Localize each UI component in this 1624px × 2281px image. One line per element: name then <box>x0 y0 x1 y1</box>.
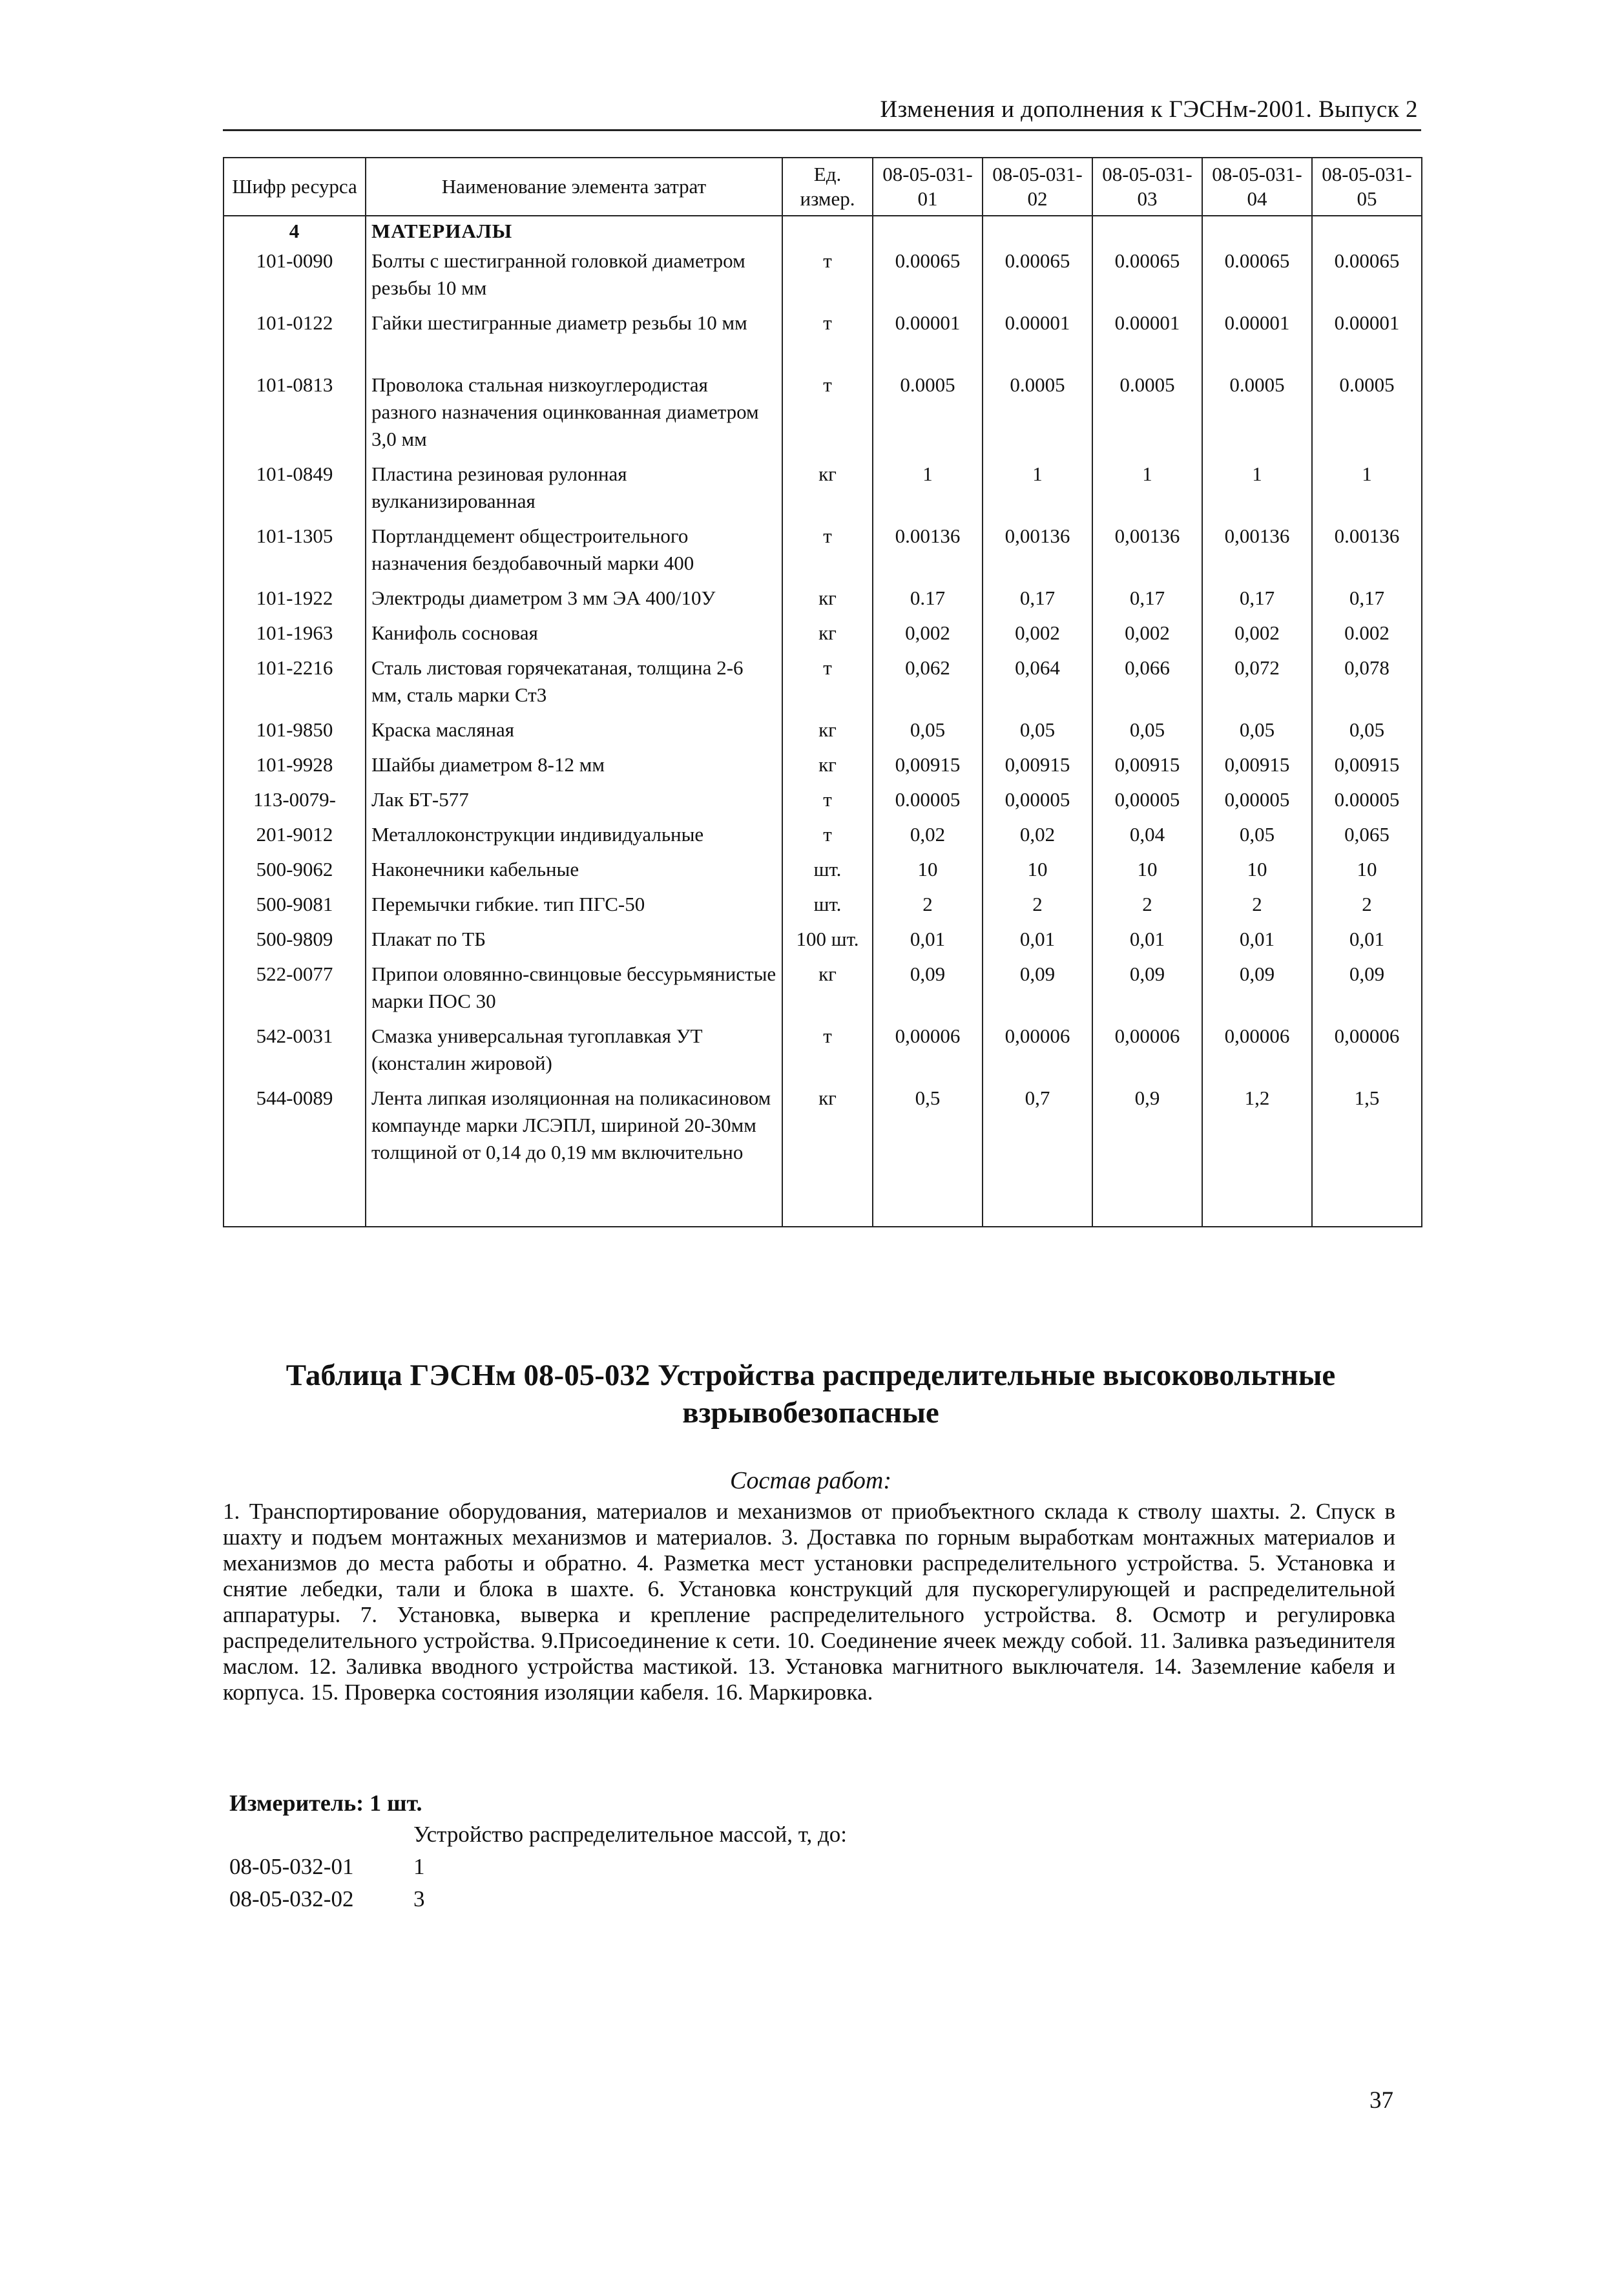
row-value: 0,00006 <box>873 1021 983 1083</box>
row-value: 0,09 <box>873 959 983 1021</box>
row-value: 0,065 <box>1312 820 1422 855</box>
row-code: 500-9062 <box>224 855 366 890</box>
position-value: 1 <box>413 1854 425 1879</box>
row-name: Припои оловянно-свинцовые бессурьмянистые марки ПОС 30 <box>366 959 782 1021</box>
row-value: 0,09 <box>983 959 1092 1021</box>
row-unit: т <box>782 246 873 308</box>
row-value: 1 <box>983 459 1092 521</box>
row-value: 0,00915 <box>873 750 983 785</box>
row-value: 0,002 <box>1092 618 1202 653</box>
row-value: 0,05 <box>1092 715 1202 750</box>
row-unit: кг <box>782 715 873 750</box>
page-number: 37 <box>1369 2087 1393 2114</box>
row-value: 0,062 <box>873 653 983 715</box>
row-value: 0,02 <box>873 820 983 855</box>
row-value: 1,5 <box>1312 1083 1422 1227</box>
table-row <box>224 583 1422 618</box>
row-name: Шайбы диаметром 8-12 мм <box>366 750 782 785</box>
row-name: Сталь листовая горячекатаная, толщина 2-6 мм, сталь марки Ст3 <box>366 653 782 715</box>
table-row <box>224 1021 1422 1083</box>
row-value: 0.002 <box>1312 618 1422 653</box>
col-header-031-01: 08-05-031-01 <box>873 158 983 216</box>
row-value: 0.00136 <box>873 521 983 583</box>
row-value: 2 <box>1312 890 1422 924</box>
header-divider <box>223 129 1421 131</box>
work-composition-text: 1. Транспортирование оборудования, материалов и механизмов от приобъектного склада к стволу шахты. 2. Спуск в шахту и подъем монтажных механизмов и материалов. 3. Доставка по горным выработкам монтажных материалов и механизмов до места работы и обратно. 4. Разметка мест установки распределительного устройства. 5. Установка и снятие лебедки, тали и блока в шахте. 6. Установка конструкций для пускорегулирующей и распределительной аппаратуры. 7. Установка, выверка и крепление распределительного устройства. 8. Осмотр и регулировка распределительного устройства. 9.Присоединение к сети. 10. Соединение ячеек между собой. 11. Заливка разъединителя маслом. 12. Заливка вводного устройства мастикой. 13. Установка магнитного выключателя. 14. Заземление кабеля и корпуса. 15. Проверка состояния изоляции кабеля. 16. Маркировка. <box>223 1499 1395 1705</box>
position-code: 08-05-032-01 <box>229 1854 354 1879</box>
row-value: 2 <box>983 890 1092 924</box>
row-value: 0,5 <box>873 1083 983 1227</box>
table-row <box>224 959 1422 1021</box>
row-value: 0.0005 <box>1202 370 1312 459</box>
row-value: 0,00915 <box>983 750 1092 785</box>
row-value: 0.00065 <box>873 246 983 308</box>
row-value: 0,002 <box>1202 618 1312 653</box>
header-title: Изменения и дополнения к ГЭСНм-2001. Выпуск 2 <box>880 96 1418 123</box>
row-unit: кг <box>782 1083 873 1227</box>
row-value: 0,064 <box>983 653 1092 715</box>
row-unit: кг <box>782 459 873 521</box>
row-unit: шт. <box>782 855 873 890</box>
table-row <box>224 924 1422 959</box>
row-code: 542-0031 <box>224 1021 366 1083</box>
row-value: 0,00006 <box>1092 1021 1202 1083</box>
row-value: 0.0005 <box>1092 370 1202 459</box>
row-code: 101-1305 <box>224 521 366 583</box>
row-value: 0,05 <box>1202 715 1312 750</box>
row-value: 0,17 <box>983 583 1092 618</box>
row-unit: т <box>782 521 873 583</box>
row-value: 0,17 <box>1312 583 1422 618</box>
row-value: 0,05 <box>1312 715 1422 750</box>
row-value: 0,05 <box>873 715 983 750</box>
row-code: 500-9809 <box>224 924 366 959</box>
row-value: 0,00915 <box>1312 750 1422 785</box>
row-unit: шт. <box>782 890 873 924</box>
row-value: 0,00005 <box>983 785 1092 820</box>
row-code: 101-9850 <box>224 715 366 750</box>
col-header-031-04: 08-05-031-04 <box>1202 158 1312 216</box>
col-header-name: Наименование элемента затрат <box>366 158 782 216</box>
position-value: 3 <box>413 1886 425 1911</box>
position-row <box>229 1886 425 1912</box>
row-value: 0,066 <box>1092 653 1202 715</box>
resource-table <box>223 157 1422 1227</box>
row-name: Портландцемент общестроительного назначения бездобавочный марки 400 <box>366 521 782 583</box>
row-value: 10 <box>1312 855 1422 890</box>
row-value: 0.00001 <box>983 308 1092 370</box>
row-value: 0.00005 <box>873 785 983 820</box>
row-value: 0,01 <box>1312 924 1422 959</box>
row-value: 0,078 <box>1312 653 1422 715</box>
table-row <box>224 820 1422 855</box>
row-value: 2 <box>1202 890 1312 924</box>
row-value: 0,09 <box>1202 959 1312 1021</box>
row-code: 522-0077 <box>224 959 366 1021</box>
row-value: 0,05 <box>1202 820 1312 855</box>
row-name: Пластина резиновая рулонная вулканизированная <box>366 459 782 521</box>
section-name: МАТЕРИАЛЫ <box>366 216 782 246</box>
table-row <box>224 459 1422 521</box>
row-value: 0,002 <box>983 618 1092 653</box>
row-code: 544-0089 <box>224 1083 366 1227</box>
table-row <box>224 370 1422 459</box>
row-value: 0,00006 <box>983 1021 1092 1083</box>
table-row <box>224 521 1422 583</box>
row-code: 113-0079- <box>224 785 366 820</box>
row-value: 0.00065 <box>1202 246 1312 308</box>
row-value: 1 <box>873 459 983 521</box>
row-name: Смазка универсальная тугоплавкая УТ (консталин жировой) <box>366 1021 782 1083</box>
table-row <box>224 715 1422 750</box>
row-unit: 100 шт. <box>782 924 873 959</box>
row-value: 10 <box>983 855 1092 890</box>
row-value: 0.17 <box>873 583 983 618</box>
row-value: 0,01 <box>1202 924 1312 959</box>
position-row <box>229 1854 425 1880</box>
row-value: 0,09 <box>1092 959 1202 1021</box>
row-value: 0,00005 <box>1202 785 1312 820</box>
table-row <box>224 750 1422 785</box>
positions-description: Устройство распределительное массой, т, до: <box>413 1822 847 1847</box>
row-value: 0,00005 <box>1092 785 1202 820</box>
row-value: 0.00065 <box>1312 246 1422 308</box>
row-code: 101-0122 <box>224 308 366 370</box>
row-value: 0.00001 <box>873 308 983 370</box>
row-name: Краска масляная <box>366 715 782 750</box>
section-row <box>224 216 1422 246</box>
row-name: Плакат по ТБ <box>366 924 782 959</box>
row-unit: кг <box>782 618 873 653</box>
section-code: 4 <box>224 216 366 246</box>
row-name: Металлоконструкции индивидуальные <box>366 820 782 855</box>
row-value: 0,00136 <box>1092 521 1202 583</box>
row-value: 0.00065 <box>983 246 1092 308</box>
row-value: 0,00136 <box>983 521 1092 583</box>
row-value: 0.00065 <box>1092 246 1202 308</box>
row-code: 500-9081 <box>224 890 366 924</box>
row-code: 101-1922 <box>224 583 366 618</box>
row-value: 0,09 <box>1312 959 1422 1021</box>
row-value: 0.00005 <box>1312 785 1422 820</box>
table-row <box>224 890 1422 924</box>
row-code: 201-9012 <box>224 820 366 855</box>
row-value: 1,2 <box>1202 1083 1312 1227</box>
row-value: 0,02 <box>983 820 1092 855</box>
row-value: 2 <box>873 890 983 924</box>
table-row <box>224 1083 1422 1227</box>
row-value: 0.0005 <box>1312 370 1422 459</box>
table-row <box>224 855 1422 890</box>
row-value: 0.0005 <box>983 370 1092 459</box>
row-unit: т <box>782 820 873 855</box>
row-unit: т <box>782 785 873 820</box>
row-value: 2 <box>1092 890 1202 924</box>
row-unit: кг <box>782 583 873 618</box>
table-row <box>224 618 1422 653</box>
row-value: 10 <box>873 855 983 890</box>
row-value: 0,00136 <box>1202 521 1312 583</box>
col-header-031-02: 08-05-031-02 <box>983 158 1092 216</box>
row-unit: т <box>782 653 873 715</box>
row-code: 101-1963 <box>224 618 366 653</box>
row-value: 0,7 <box>983 1083 1092 1227</box>
row-value: 0.00001 <box>1312 308 1422 370</box>
row-value: 1 <box>1092 459 1202 521</box>
row-unit: т <box>782 370 873 459</box>
row-code: 101-2216 <box>224 653 366 715</box>
meter-label: Измеритель: 1 шт. <box>229 1790 422 1816</box>
row-value: 0,002 <box>873 618 983 653</box>
table-row <box>224 653 1422 715</box>
row-value: 0,9 <box>1092 1083 1202 1227</box>
row-value: 0,00006 <box>1312 1021 1422 1083</box>
table-title: Таблица ГЭСНм 08-05-032 Устройства распределительные высоковольтные взрывобезопасные <box>286 1359 1336 1430</box>
row-name: Болты с шестигранной головкой диаметром резьбы 10 мм <box>366 246 782 308</box>
row-value: 0,00915 <box>1092 750 1202 785</box>
table-header-row <box>224 158 1422 216</box>
row-value: 0.00001 <box>1202 308 1312 370</box>
row-value: 0.00001 <box>1092 308 1202 370</box>
row-value: 0,05 <box>983 715 1092 750</box>
row-code: 101-0813 <box>224 370 366 459</box>
row-value: 0,01 <box>873 924 983 959</box>
row-value: 10 <box>1092 855 1202 890</box>
row-value: 0,00006 <box>1202 1021 1312 1083</box>
table-row <box>224 785 1422 820</box>
row-value: 0,01 <box>983 924 1092 959</box>
col-header-code: Шифр ресурса <box>224 158 366 216</box>
row-value: 0.0005 <box>873 370 983 459</box>
work-composition-title: Состав работ: <box>729 1467 892 1494</box>
col-header-031-05: 08-05-031-05 <box>1312 158 1422 216</box>
row-value: 0,17 <box>1202 583 1312 618</box>
row-unit: т <box>782 308 873 370</box>
row-value: 0,17 <box>1092 583 1202 618</box>
row-value: 0,01 <box>1092 924 1202 959</box>
row-code: 101-0090 <box>224 246 366 308</box>
table-row <box>224 246 1422 308</box>
row-name: Перемычки гибкие. тип ПГС-50 <box>366 890 782 924</box>
row-name: Гайки шестигранные диаметр резьбы 10 мм <box>366 308 782 370</box>
row-code: 101-0849 <box>224 459 366 521</box>
col-header-unit: Ед. измер. <box>782 158 873 216</box>
table-row <box>224 308 1422 370</box>
row-value: 0,072 <box>1202 653 1312 715</box>
row-name: Наконечники кабельные <box>366 855 782 890</box>
col-header-031-03: 08-05-031-03 <box>1092 158 1202 216</box>
position-code: 08-05-032-02 <box>229 1886 354 1911</box>
row-value: 0.00136 <box>1312 521 1422 583</box>
row-code: 101-9928 <box>224 750 366 785</box>
row-value: 0,04 <box>1092 820 1202 855</box>
row-value: 0,00915 <box>1202 750 1312 785</box>
row-unit: кг <box>782 750 873 785</box>
row-value: 1 <box>1202 459 1312 521</box>
row-unit: кг <box>782 959 873 1021</box>
row-unit: т <box>782 1021 873 1083</box>
row-name: Проволока стальная низкоуглеродистая разного назначения оцинкованная диаметром 3,0 мм <box>366 370 782 459</box>
row-value: 1 <box>1312 459 1422 521</box>
row-name: Канифоль сосновая <box>366 618 782 653</box>
row-value: 10 <box>1202 855 1312 890</box>
row-name: Электроды диаметром 3 мм ЭА 400/10У <box>366 583 782 618</box>
row-name: Лента липкая изоляционная на поликасиновом компаунде марки ЛСЭПЛ, шириной 20-30мм толщиной от 0,14 до 0,19 мм включительно <box>366 1083 782 1227</box>
row-name: Лак БТ-577 <box>366 785 782 820</box>
